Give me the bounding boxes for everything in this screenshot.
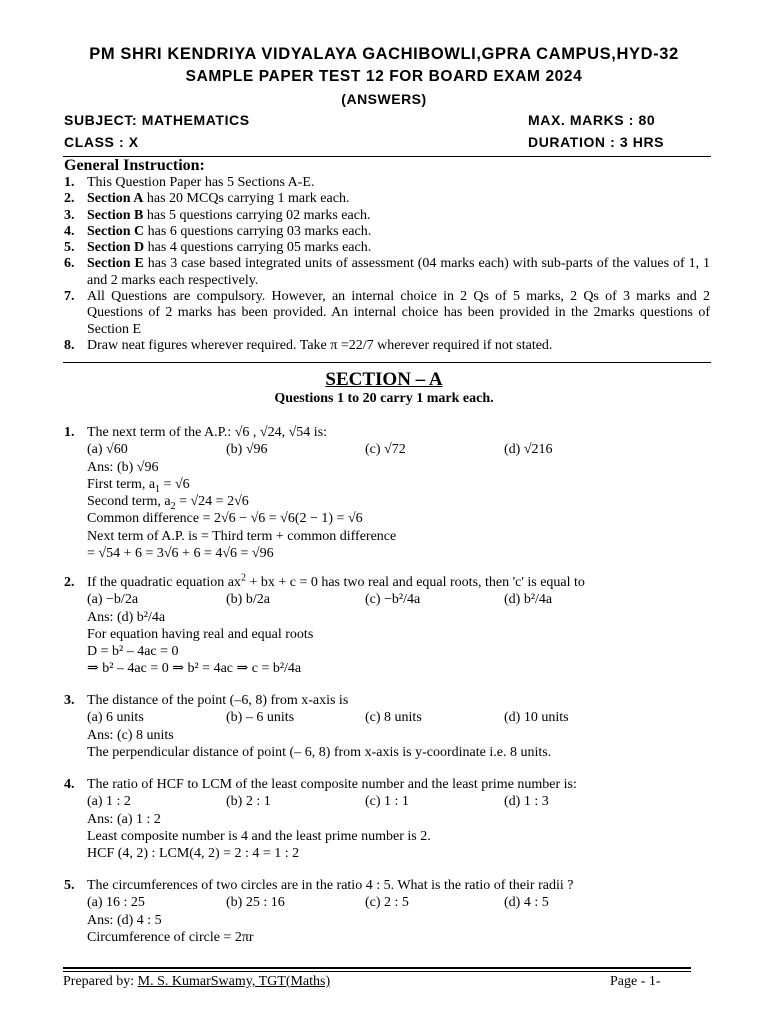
options-row <box>64 894 710 911</box>
section-title: SECTION – A <box>325 369 443 390</box>
instruction-number: 5. <box>64 240 75 256</box>
first-term-label: First term, a <box>87 476 156 492</box>
instruction-number: 8. <box>64 337 75 353</box>
instruction-bold: Section E <box>87 256 144 272</box>
option-d: (d) b²/4a <box>504 592 553 608</box>
option-b: (b) √96 <box>226 442 268 458</box>
options-row <box>64 793 710 810</box>
question-text: The next term of the A.P.: √6 , √24, √54 is: <box>87 425 328 440</box>
second-term-label: Second term, a <box>87 494 171 510</box>
question-text: The distance of the point (–6, 8) from x-axis is <box>87 693 349 708</box>
option-c: (c) 8 units <box>365 710 422 726</box>
paper-title: SAMPLE PAPER TEST 12 FOR BOARD EXAM 2024 <box>185 68 583 85</box>
footer-divider-thin <box>63 971 691 972</box>
solution-line: For equation having real and equal roots <box>87 626 314 642</box>
question-text-part: If the quadratic equation ax <box>87 575 241 590</box>
solution-line: = √54 + 6 = 3√6 + 6 = 4√6 = √96 <box>87 546 274 562</box>
instruction-text: has 3 case based integrated units of assessment (04 marks each) with sub-parts of the values of 1, 1 and 2 marks each respectively. <box>87 256 711 288</box>
superscript: 2 <box>240 572 246 584</box>
option-a: (a) 1 : 2 <box>87 794 131 810</box>
solution-line: The perpendicular distance of point (– 6, 8) from x-axis is y-coordinate i.e. 8 units. <box>87 744 552 760</box>
instruction-text: All Questions are compulsory. However, an internal choice in 2 Qs of 5 marks, 2 Qs of 3 marks and 2 Questions of 2 marks has been provided. An internal choice has been provided in the 2marks questions of Section E <box>87 289 710 337</box>
author-name: M. S. KumarSwamy, TGT(Maths) <box>137 974 331 989</box>
subscript: 2 <box>170 500 176 512</box>
option-d: (d) 4 : 5 <box>504 895 549 911</box>
answer-line: Ans: (d) 4 : 5 <box>87 912 162 928</box>
instruction-number: 7. <box>64 289 75 305</box>
instruction-bold: Section B <box>87 207 144 223</box>
first-term-value: = √6 <box>160 476 190 492</box>
question-3 <box>64 692 710 761</box>
option-c: (c) −b²/4a <box>365 592 421 608</box>
option-d: (d) 1 : 3 <box>504 794 549 810</box>
second-term-value: = √24 = 2√6 <box>175 494 249 510</box>
footer-divider <box>63 967 691 969</box>
answer-line: Ans: (a) 1 : 2 <box>87 811 161 827</box>
solution-line: HCF (4, 2) : LCM(4, 2) = 2 : 4 = 1 : 2 <box>87 846 300 862</box>
instruction-item <box>64 289 710 338</box>
option-a: (a) 16 : 25 <box>87 895 145 911</box>
question-1 <box>64 424 710 562</box>
question-number: 1. <box>64 425 75 440</box>
instruction-item <box>64 208 710 224</box>
options-row <box>64 591 710 608</box>
solution-line <box>64 493 710 510</box>
option-d: (d) 10 units <box>504 710 569 726</box>
solution-line: ⇒ b² – 4ac = 0 ⇒ b² = 4ac ⇒ c = b²/4a <box>87 661 302 677</box>
school-name: PM SHRI KENDRIYA VIDYALAYA GACHIBOWLI,GPRA CAMPUS,HYD-32 <box>89 45 679 63</box>
question-number: 2. <box>64 575 75 590</box>
question-text <box>87 574 710 591</box>
prepared-label: Prepared by: <box>63 974 138 989</box>
duration-label: DURATION : 3 HRS <box>528 134 665 150</box>
question-4 <box>64 776 710 862</box>
instruction-item <box>64 224 710 240</box>
solution-line: Common difference = 2√6 − √6 = √6(2 − 1) = √6 <box>87 511 363 527</box>
option-a: (a) √60 <box>87 442 128 458</box>
option-c: (c) 2 : 5 <box>365 895 409 911</box>
section-subtitle: Questions 1 to 20 carry 1 mark each. <box>274 391 494 406</box>
question-text: The circumferences of two circles are in the ratio 4 : 5. What is the ratio of their radii ? <box>87 878 574 893</box>
solution-line: Least composite number is 4 and the least prime number is 2. <box>87 828 431 844</box>
instruction-number: 4. <box>64 223 75 239</box>
option-b: (b) – 6 units <box>226 710 295 726</box>
option-b: (b) 2 : 1 <box>226 794 271 810</box>
option-d: (d) √216 <box>504 442 553 458</box>
options-row <box>64 709 710 726</box>
question-text-part: + bx + c = 0 has two real and equal roots, then 'c' is equal to <box>245 575 585 590</box>
class-label: CLASS : X <box>64 134 139 150</box>
instruction-text: This Question Paper has 5 Sections A-E. <box>87 175 315 190</box>
solution-line <box>64 476 710 493</box>
instruction-number: 6. <box>64 256 75 272</box>
page-number: Page - 1- <box>610 974 661 989</box>
question-text: The ratio of HCF to LCM of the least composite number and the least prime number is: <box>87 777 577 792</box>
answer-line: Ans: (d) b²/4a <box>87 609 166 625</box>
options-row <box>64 441 710 458</box>
question-number: 4. <box>64 777 75 792</box>
instructions-divider <box>63 362 711 363</box>
option-b: (b) 25 : 16 <box>226 895 285 911</box>
option-b: (b) b/2a <box>226 592 270 608</box>
answer-line: Ans: (c) 8 units <box>87 727 174 743</box>
instruction-item <box>64 191 710 207</box>
instruction-number: 1. <box>64 175 75 190</box>
instructions-title: General Instruction: <box>64 157 205 174</box>
instruction-text: Draw neat figures wherever required. Take π =22/7 wherever required if not stated. <box>87 337 553 353</box>
instruction-number: 2. <box>64 191 75 207</box>
instruction-item <box>64 256 710 289</box>
solution-line: Next term of A.P. is = Third term + common difference <box>87 528 397 544</box>
option-a: (a) −b/2a <box>87 592 139 608</box>
max-marks-label: MAX. MARKS : 80 <box>528 112 656 128</box>
instruction-text: has 6 questions carrying 03 marks each. <box>144 223 372 239</box>
subscript: 1 <box>155 483 161 495</box>
instruction-item <box>64 175 710 191</box>
option-a: (a) 6 units <box>87 710 144 726</box>
instruction-text: has 5 questions carrying 02 marks each. <box>143 207 371 223</box>
answer-line: Ans: (b) √96 <box>87 459 159 475</box>
option-c: (c) √72 <box>365 442 406 458</box>
instruction-number: 3. <box>64 207 75 223</box>
instruction-bold: Section C <box>87 223 145 239</box>
instruction-item <box>64 240 710 256</box>
instruction-bold: Section D <box>87 240 145 256</box>
instruction-text: has 4 questions carrying 05 marks each. <box>144 240 372 256</box>
solution-line: Circumference of circle = 2πr <box>87 929 254 945</box>
answers-label: (ANSWERS) <box>341 91 427 107</box>
solution-line: D = b² – 4ac = 0 <box>87 644 179 660</box>
question-5 <box>64 877 710 946</box>
instruction-bold: Section A <box>87 191 144 207</box>
subject-label: SUBJECT: MATHEMATICS <box>64 112 250 128</box>
prepared-by <box>63 974 330 990</box>
question-2 <box>64 574 710 678</box>
option-c: (c) 1 : 1 <box>365 794 409 810</box>
instruction-item <box>64 338 710 354</box>
question-number: 5. <box>64 878 75 893</box>
instructions-list <box>64 175 710 354</box>
instruction-text: has 20 MCQs carrying 1 mark each. <box>143 191 350 207</box>
question-number: 3. <box>64 693 75 708</box>
